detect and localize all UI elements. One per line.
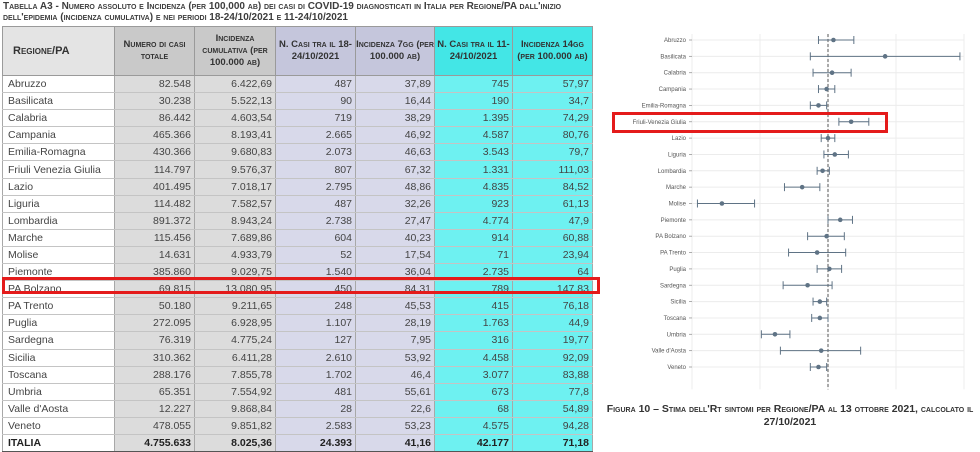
incidence-14d-cell: 23,94 [513, 246, 593, 263]
cases-14d-cell: 1.331 [435, 161, 513, 178]
table-row [3, 332, 593, 349]
cases-7d-cell: 604 [276, 229, 356, 246]
total-cases-cell: 30.238 [115, 93, 195, 110]
y-tick-label: Veneto [667, 365, 686, 371]
cases-14d-cell: 415 [435, 298, 513, 315]
incidence-7d-cell: 45,53 [356, 298, 435, 315]
y-tick-label: Puglia [669, 266, 686, 273]
rt-point [720, 201, 725, 206]
cumulative-incidence-cell: 5.522,13 [195, 93, 276, 110]
incidence-7d-cell: 55,61 [356, 383, 435, 400]
cases-7d-cell: 2.583 [276, 417, 356, 434]
incidence-14d-cell: 77,8 [513, 383, 593, 400]
incidence-14d-cell: 57,97 [513, 76, 593, 93]
cases-7d-cell: 450 [276, 281, 356, 298]
incidence-14d-cell: 80,76 [513, 127, 593, 144]
y-tick-label: Lombardia [657, 168, 686, 175]
y-tick-label: PA Trento [660, 250, 686, 257]
total-cases-cell: 14.631 [115, 246, 195, 263]
cases-14d-cell: 2.735 [435, 264, 513, 281]
total-cases-cell: 478.055 [115, 417, 195, 434]
incidence-7d-cell: 46,92 [356, 127, 435, 144]
cumulative-incidence-cell: 9.851,82 [195, 417, 276, 434]
region-cell: Basilicata [3, 93, 115, 110]
region-cell: PA Trento [3, 298, 115, 315]
cases-14d-cell: 923 [435, 195, 513, 212]
incidence-7d-cell: 67,32 [356, 161, 435, 178]
rt-forest-plot [612, 30, 974, 390]
incidence-14d-cell: 147,83 [513, 281, 593, 298]
incidence-14d-cell: 54,89 [513, 400, 593, 417]
cases-7d-cell: 1.107 [276, 315, 356, 332]
incidence-7d-cell: 41,16 [356, 434, 435, 451]
incidence-14d-cell: 60,88 [513, 229, 593, 246]
cumulative-incidence-cell: 7.689,86 [195, 229, 276, 246]
cases-14d-cell: 4.458 [435, 349, 513, 366]
incidence-14d-cell: 44,9 [513, 315, 593, 332]
table-total-row [3, 434, 593, 451]
cumulative-incidence-cell: 9.211,65 [195, 298, 276, 315]
rt-point [816, 365, 821, 370]
cumulative-incidence-cell: 9.680,83 [195, 144, 276, 161]
region-cell: Calabria [3, 110, 115, 127]
incidence-7d-cell: 53,92 [356, 349, 435, 366]
cumulative-incidence-cell: 8.193,41 [195, 127, 276, 144]
cases-7d-cell: 481 [276, 383, 356, 400]
incidence-14d-cell: 79,7 [513, 144, 593, 161]
incidence-7d-cell: 84,31 [356, 281, 435, 298]
cases-7d-cell: 24.393 [276, 434, 356, 451]
region-cell: Emilia-Romagna [3, 144, 115, 161]
region-cell: Piemonte [3, 264, 115, 281]
figure-caption: Figura 10 – Stima dell'Rt sintomi per Regione/PA al 13 ottobre 2021, calcolato il 27/10/2021 [606, 403, 974, 428]
rt-point [826, 136, 831, 141]
region-cell: Molise [3, 246, 115, 263]
rt-point [815, 250, 820, 255]
cases-14d-cell: 4.575 [435, 417, 513, 434]
total-cases-cell: 385.860 [115, 264, 195, 281]
y-tick-label: Abruzzo [663, 38, 686, 44]
rt-point [818, 299, 823, 304]
region-cell: Marche [3, 229, 115, 246]
rt-point [833, 152, 838, 157]
region-cell: Lazio [3, 178, 115, 195]
header-total-cases: Numero di casi totale [115, 27, 195, 76]
incidence-7d-cell: 17,54 [356, 246, 435, 263]
cases-14d-cell: 190 [435, 93, 513, 110]
rt-point [818, 316, 823, 321]
table-row [3, 417, 593, 434]
total-cases-cell: 430.366 [115, 144, 195, 161]
incidence-7d-cell: 38,29 [356, 110, 435, 127]
incidence-14d-cell: 74,29 [513, 110, 593, 127]
incidence-7d-cell: 48,86 [356, 178, 435, 195]
friuli-highlight-box [612, 112, 888, 133]
cumulative-incidence-cell: 9.868,84 [195, 400, 276, 417]
incidence-7d-cell: 46,4 [356, 366, 435, 383]
cases-7d-cell: 2.795 [276, 178, 356, 195]
table-row [3, 76, 593, 93]
rt-point [805, 283, 810, 288]
y-tick-label: Molise [668, 201, 686, 208]
table-row [3, 110, 593, 127]
rt-point [800, 185, 805, 190]
y-tick-label: Campania [658, 87, 686, 94]
cases-14d-cell: 71 [435, 246, 513, 263]
cases-14d-cell: 745 [435, 76, 513, 93]
total-cases-cell: 272.095 [115, 315, 195, 332]
cumulative-incidence-cell: 8.025,36 [195, 434, 276, 451]
rt-point [824, 234, 829, 239]
region-cell: Friuli Venezia Giulia [3, 161, 115, 178]
region-cell: Sicilia [3, 349, 115, 366]
cumulative-incidence-cell: 7.554,92 [195, 383, 276, 400]
incidence-7d-cell: 27,47 [356, 212, 435, 229]
table-row [3, 246, 593, 263]
incidence-14d-cell: 61,13 [513, 195, 593, 212]
incidence-7d-cell: 37,89 [356, 76, 435, 93]
y-tick-label: Basilicata [660, 54, 686, 61]
table-header-row [3, 27, 593, 76]
incidence-7d-cell: 40,23 [356, 229, 435, 246]
region-cell: PA Bolzano [3, 281, 115, 298]
header-incidence-7d: Incidenza 7gg (per 100.000 ab) [356, 27, 435, 76]
y-tick-label: Friuli-Venezia Giulia [632, 119, 686, 126]
cases-14d-cell: 3.543 [435, 144, 513, 161]
incidence-14d-cell: 71,18 [513, 434, 593, 451]
region-cell: Valle d'Aosta [3, 400, 115, 417]
table-row [3, 195, 593, 212]
cases-7d-cell: 52 [276, 246, 356, 263]
y-tick-label: Umbria [666, 332, 686, 339]
cases-14d-cell: 1.763 [435, 315, 513, 332]
header-cases-7d: N. Casi tra il 18-24/10/2021 [276, 27, 356, 76]
region-cell: Lombardia [3, 212, 115, 229]
y-tick-label: Marche [665, 185, 686, 192]
cases-7d-cell: 2.738 [276, 212, 356, 229]
cases-14d-cell: 789 [435, 281, 513, 298]
rt-point [819, 348, 824, 353]
region-cell: Puglia [3, 315, 115, 332]
cases-14d-cell: 673 [435, 383, 513, 400]
region-cell: Liguria [3, 195, 115, 212]
incidence-14d-cell: 76,18 [513, 298, 593, 315]
incidence-7d-cell: 53,23 [356, 417, 435, 434]
cases-7d-cell: 127 [276, 332, 356, 349]
cases-7d-cell: 90 [276, 93, 356, 110]
cases-7d-cell: 2.665 [276, 127, 356, 144]
y-tick-label: Valle d'Aosta [651, 348, 686, 355]
cases-14d-cell: 4.587 [435, 127, 513, 144]
total-cases-cell: 50.180 [115, 298, 195, 315]
table-row [3, 315, 593, 332]
cases-14d-cell: 42.177 [435, 434, 513, 451]
table-caption: Tabella A3 - Numero assoluto e Incidenza (per 100,000 ab) dei casi di COVID-19 diagnosticati in Italia per Regione/PA dall'inizio dell'epidemia (incidenza cumulativa) e nei periodi 18-24/10/2021 e 11-24/10/2021 [3, 1, 562, 23]
cumulative-incidence-cell: 4.775,24 [195, 332, 276, 349]
total-cases-cell: 12.227 [115, 400, 195, 417]
cases-7d-cell: 487 [276, 195, 356, 212]
incidence-14d-cell: 94,28 [513, 417, 593, 434]
rt-point [830, 70, 835, 75]
region-cell: Campania [3, 127, 115, 144]
total-cases-cell: 115.456 [115, 229, 195, 246]
y-tick-label: Sardegna [659, 283, 686, 290]
cases-7d-cell: 1.540 [276, 264, 356, 281]
cases-14d-cell: 316 [435, 332, 513, 349]
cases-7d-cell: 807 [276, 161, 356, 178]
cases-7d-cell: 719 [276, 110, 356, 127]
y-tick-label: Liguria [667, 152, 686, 159]
y-tick-label: Piemonte [660, 217, 686, 224]
y-tick-label: Calabria [663, 70, 686, 77]
y-tick-label: Sicilia [670, 299, 686, 306]
cases-7d-cell: 28 [276, 400, 356, 417]
incidence-14d-cell: 92,09 [513, 349, 593, 366]
total-cases-cell: 310.362 [115, 349, 195, 366]
cumulative-incidence-cell: 6.928,95 [195, 315, 276, 332]
cases-14d-cell: 914 [435, 229, 513, 246]
cases-14d-cell: 68 [435, 400, 513, 417]
cumulative-incidence-cell: 4.933,79 [195, 246, 276, 263]
rt-point [816, 103, 821, 108]
table-row [3, 229, 593, 246]
total-cases-cell: 288.176 [115, 366, 195, 383]
rt-point [838, 218, 843, 223]
region-cell: Toscana [3, 366, 115, 383]
total-cases-cell: 114.482 [115, 195, 195, 212]
table-row [3, 161, 593, 178]
cumulative-incidence-cell: 9.576,37 [195, 161, 276, 178]
cases-14d-cell: 4.774 [435, 212, 513, 229]
total-cases-cell: 891.372 [115, 212, 195, 229]
incidence-7d-cell: 16,44 [356, 93, 435, 110]
cases-7d-cell: 1.702 [276, 366, 356, 383]
cases-7d-cell: 487 [276, 76, 356, 93]
cases-14d-cell: 3.077 [435, 366, 513, 383]
total-cases-cell: 86.442 [115, 110, 195, 127]
cumulative-incidence-cell: 4.603,54 [195, 110, 276, 127]
cumulative-incidence-cell: 7.582,57 [195, 195, 276, 212]
table-row [3, 400, 593, 417]
y-tick-label: Lazio [671, 136, 686, 143]
cases-7d-cell: 2.073 [276, 144, 356, 161]
cumulative-incidence-cell: 6.411,28 [195, 349, 276, 366]
cumulative-incidence-cell: 13.080,95 [195, 281, 276, 298]
covid-cases-table [2, 26, 593, 452]
total-cases-cell: 65.351 [115, 383, 195, 400]
cases-7d-cell: 2.610 [276, 349, 356, 366]
table-row [3, 127, 593, 144]
header-incidence-14d: Incidenza 14gg (per 100.000 ab) [513, 27, 593, 76]
incidence-14d-cell: 34,7 [513, 93, 593, 110]
y-tick-label: PA Bolzano [655, 234, 686, 241]
rt-point [820, 169, 825, 174]
incidence-7d-cell: 22,6 [356, 400, 435, 417]
y-tick-label: Emilia-Romagna [641, 103, 686, 110]
total-cases-cell: 4.755.633 [115, 434, 195, 451]
table-row [3, 366, 593, 383]
total-cases-cell: 465.366 [115, 127, 195, 144]
incidence-14d-cell: 47,9 [513, 212, 593, 229]
total-cases-cell: 76.319 [115, 332, 195, 349]
table-row [3, 383, 593, 400]
region-cell: Sardegna [3, 332, 115, 349]
table-row [3, 298, 593, 315]
table-row [3, 178, 593, 195]
incidence-7d-cell: 28,19 [356, 315, 435, 332]
cases-14d-cell: 4.835 [435, 178, 513, 195]
header-region: Regione/PA [3, 27, 115, 76]
table-row [3, 349, 593, 366]
header-cases-14d: N. Casi tra il 11-24/10/2021 [435, 27, 513, 76]
cumulative-incidence-cell: 6.422,69 [195, 76, 276, 93]
incidence-14d-cell: 64 [513, 264, 593, 281]
incidence-7d-cell: 46,63 [356, 144, 435, 161]
incidence-7d-cell: 7,95 [356, 332, 435, 349]
region-cell: ITALIA [3, 434, 115, 451]
table-row [3, 144, 593, 161]
cumulative-incidence-cell: 9.029,75 [195, 264, 276, 281]
rt-point [824, 87, 829, 92]
rt-point [883, 54, 888, 59]
total-cases-cell: 82.548 [115, 76, 195, 93]
rt-point [831, 38, 836, 43]
rt-point [827, 267, 832, 272]
cumulative-incidence-cell: 7.018,17 [195, 178, 276, 195]
cases-7d-cell: 248 [276, 298, 356, 315]
pa-bolzano-highlight-box [2, 277, 600, 294]
rt-point [773, 332, 778, 337]
cumulative-incidence-cell: 8.943,24 [195, 212, 276, 229]
region-cell: Veneto [3, 417, 115, 434]
total-cases-cell: 401.495 [115, 178, 195, 195]
incidence-14d-cell: 111,03 [513, 161, 593, 178]
table-row [3, 212, 593, 229]
region-cell: Abruzzo [3, 76, 115, 93]
cumulative-incidence-cell: 7.855,78 [195, 366, 276, 383]
region-cell: Umbria [3, 383, 115, 400]
total-cases-cell: 114.797 [115, 161, 195, 178]
incidence-14d-cell: 84,52 [513, 178, 593, 195]
incidence-14d-cell: 83,88 [513, 366, 593, 383]
incidence-7d-cell: 36,04 [356, 264, 435, 281]
cases-14d-cell: 1.395 [435, 110, 513, 127]
incidence-7d-cell: 32,26 [356, 195, 435, 212]
y-tick-label: Toscana [663, 315, 686, 322]
total-cases-cell: 69.815 [115, 281, 195, 298]
table-row [3, 93, 593, 110]
incidence-14d-cell: 19,77 [513, 332, 593, 349]
header-cumulative-incidence: Incidenza cumulativa (per 100.000 ab) [195, 27, 276, 76]
